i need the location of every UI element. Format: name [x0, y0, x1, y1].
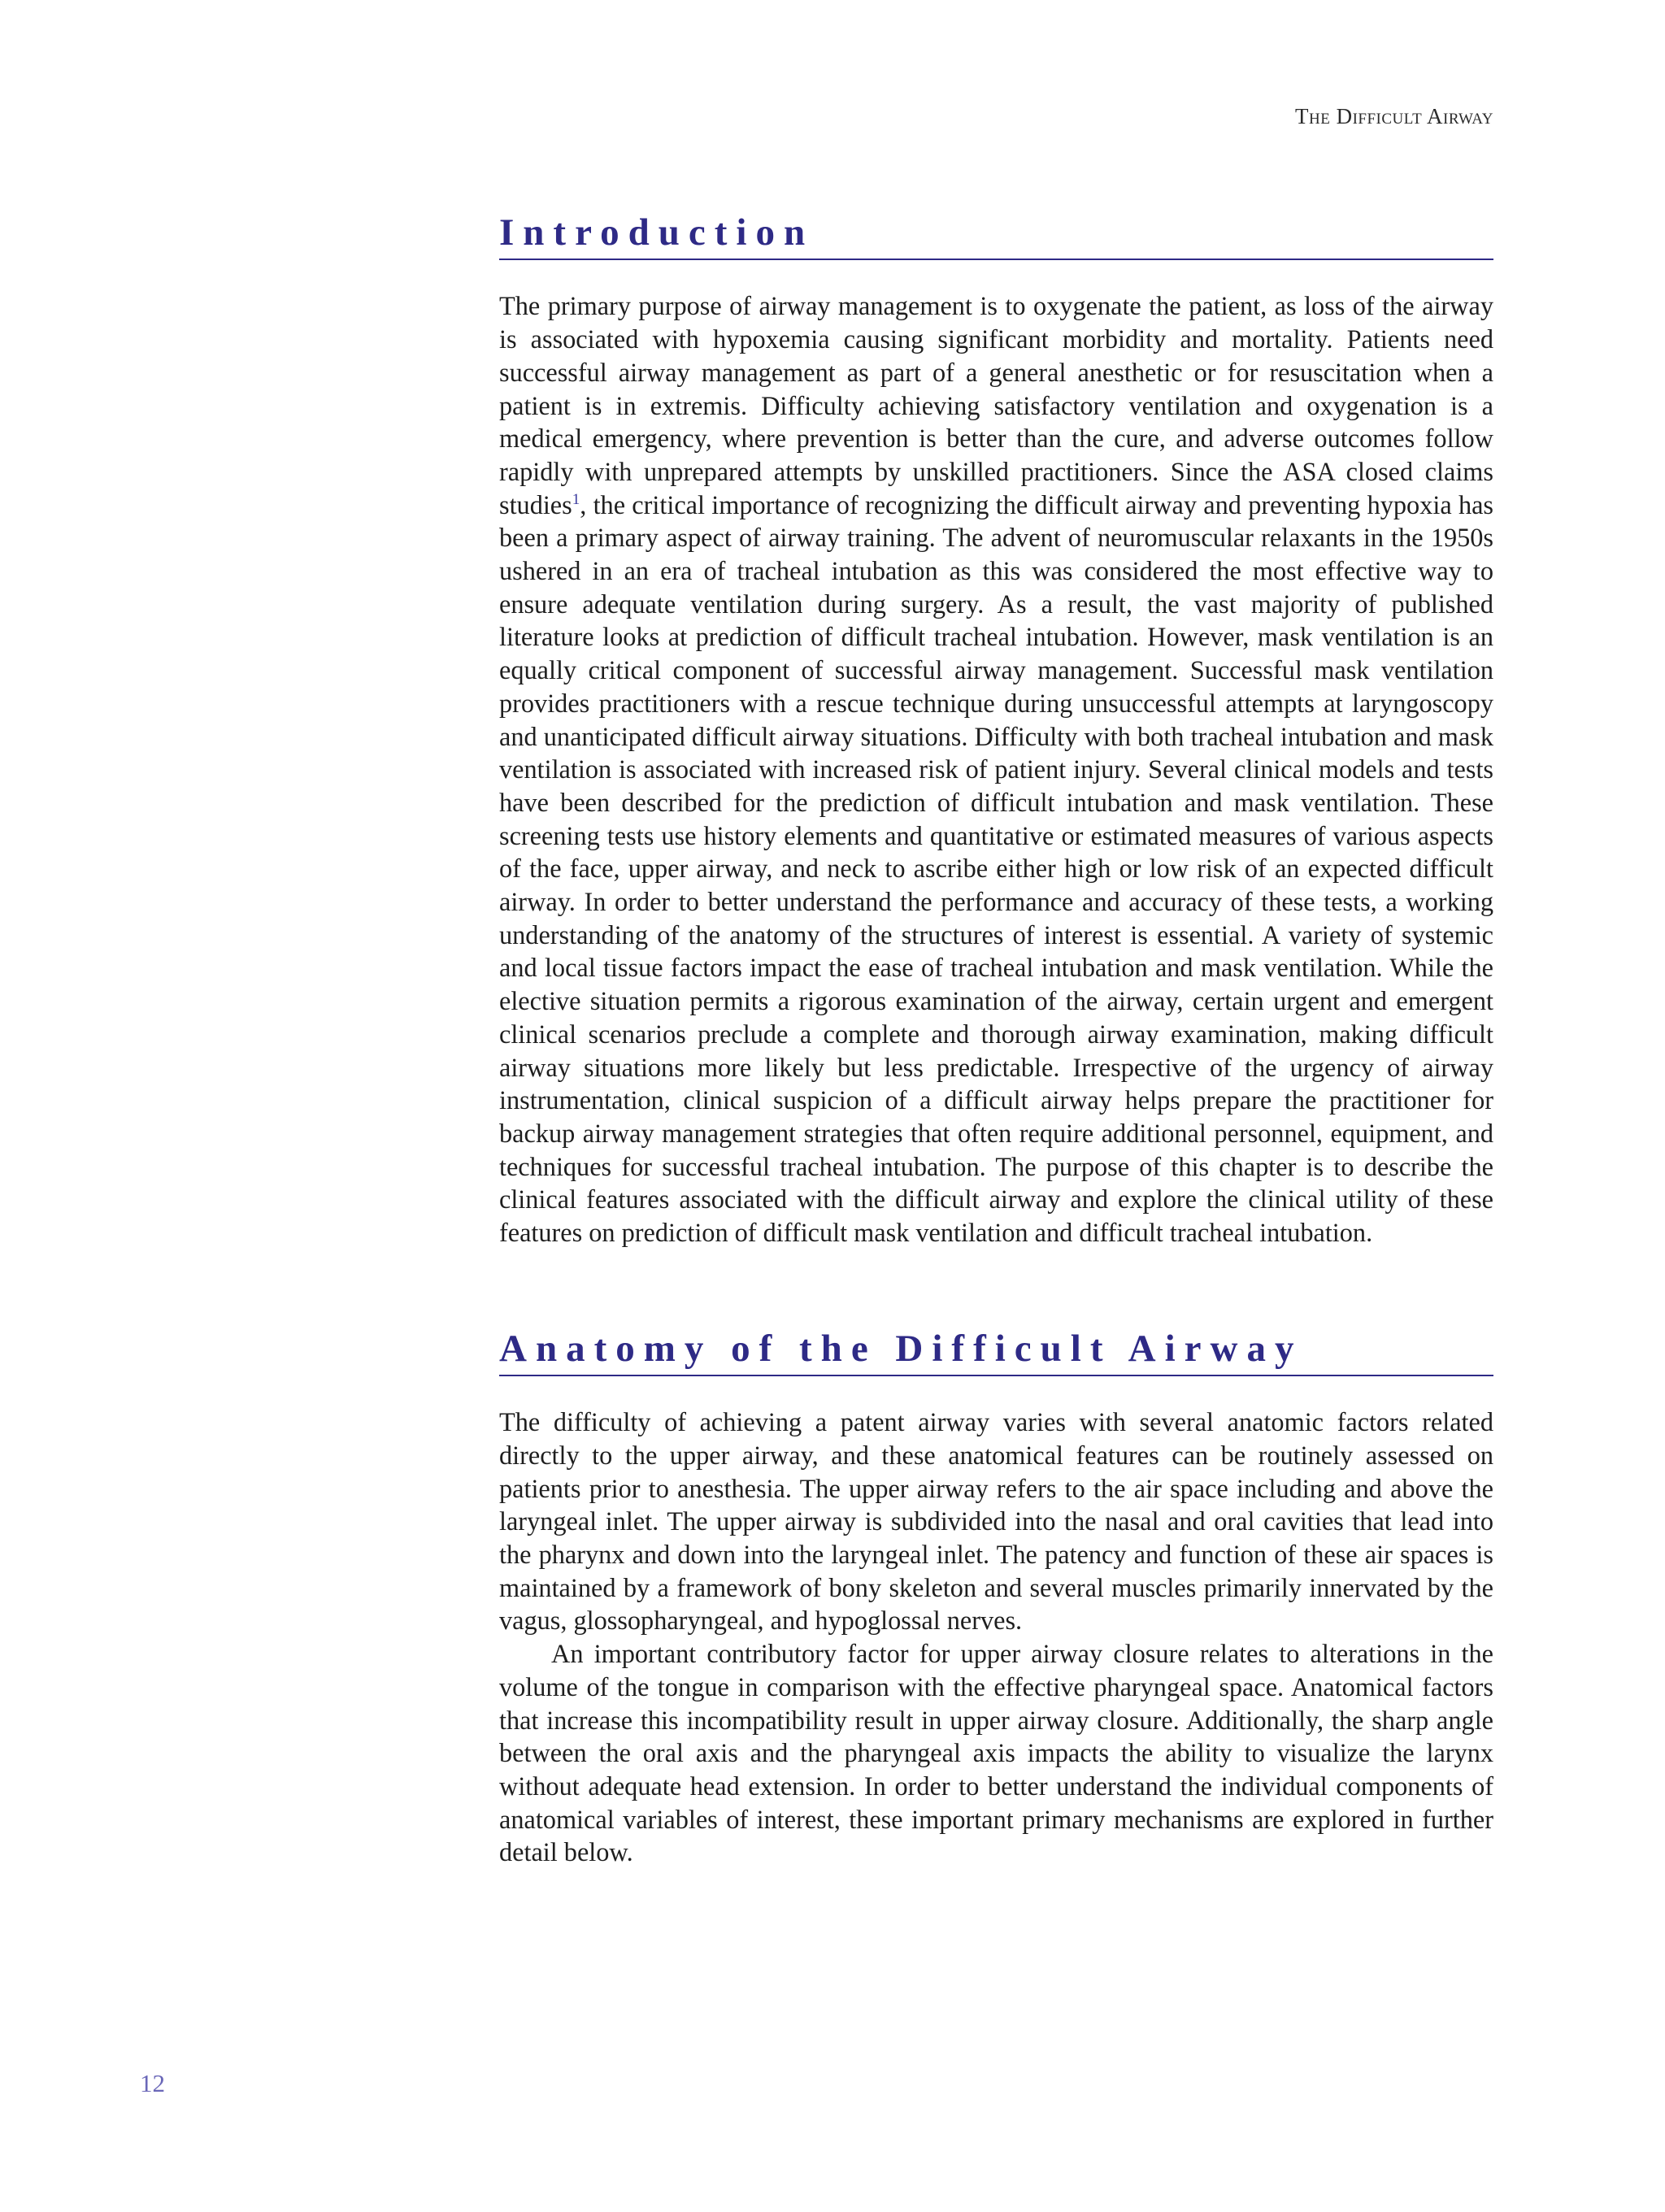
anatomy-paragraph-1: The difficulty of achieving a patent airway varies with several anatomic factors related directly to the upper airway, and these anatomical features can be routinely assessed on patients prior to anesthesia. The upper airway refers to the air space including and above the laryngeal inlet. The upper airway is subdivided into the nasal and oral cavities that lead into the pharynx and down into the laryngeal inlet. The patency and function of these air spaces is maintained by a framework of bony skeleton and several muscles primarily innervated by the vagus, glossopharyngeal, and hypoglossal nerves. [499, 1407, 1493, 1636]
page-number: 12 [140, 2069, 165, 2097]
paragraph-text: The primary purpose of airway management is to oxygenate the patient, as loss of the airway is associated with hypoxemia causing significant morbidity and mortality. Patients need successful airway management as part of a general anesthetic or for resuscitation when a patient is in extremis. Difficulty achieving satisfactory ventilation and oxygenation is a medical emergency, where prevention is better than the cure, and adverse outcomes follow rapidly with unprepared attempts by unskilled practitioners. Since the ASA closed claims studies [499, 291, 1493, 519]
anatomy-paragraph-2: An important contributory factor for upper airway closure relates to alterations in the volume of the tongue in comparison with the effective pharyngeal space. Anatomical factors that increase this incompatibility result in upper airway closure. Additionally, the sharp angle between the oral axis and the pharyngeal axis impacts the ability to visualize the larynx without adequate head extension. In order to better understand the individual components of anatomical variables of interest, these important primary mechanisms are explored in further detail below. [499, 1639, 1493, 1867]
section-heading-introduction: Introduction [499, 210, 1493, 260]
section-heading-anatomy: Anatomy of the Difficult Airway [499, 1326, 1493, 1376]
footnote-reference[interactable]: 1 [572, 490, 580, 508]
running-head: The Difficult Airway [1295, 104, 1493, 128]
paragraph-text: , the critical importance of recognizing the difficult airway and preventing hypoxia has been a primary aspect of airway training. The advent of neuromuscular relaxants in the 1950s ushered in an era of tracheal intubation as this was considered the most effective way to ensure adequate ventilation during surgery. As a result, the vast majority of published literature looks at prediction of difficult tracheal intubation. However, mask ventilation is an equally critical component of successful airway management. Successful mask ventilation provides practitioners with a rescue technique during unsuccessful attempts at laryngoscopy and unanticipated difficult airway situations. Difficulty with both tracheal intubation and mask ventilation is associated with increased risk of patient injury. Several clinical models and tests have been described for the prediction of difficult intubation and mask ventilation. These screening tests use history elements and quantitative or estimated measures of various aspects of the face, upper airway, and neck to ascribe either high or low risk of an expected difficult airway. In order to better understand the performance and accuracy of these tests, a working understanding of the anatomy of the structures of interest is essential. A variety of systemic and local tissue factors impact the ease of tracheal intubation and mask ventilation. While the elective situation permits a rigorous examination of the airway, certain urgent and emergent clinical scenarios preclude a complete and thorough airway examination, making difficult airway situations more likely but less predictable. Irrespective of the urgency of airway instrumentation, clinical suspicion of a difficult airway helps prepare the practitioner for backup airway management strategies that often require additional personnel, equipment, and techniques for successful tracheal intubation. The purpose of this chapter is to describe the clinical features associated with the difficult airway and explore the clinical utility of these features on prediction of difficult mask ventilation and difficult tracheal intubation. [499, 489, 1493, 1248]
introduction-paragraph [499, 289, 1493, 1249]
page-content [499, 210, 1493, 1869]
